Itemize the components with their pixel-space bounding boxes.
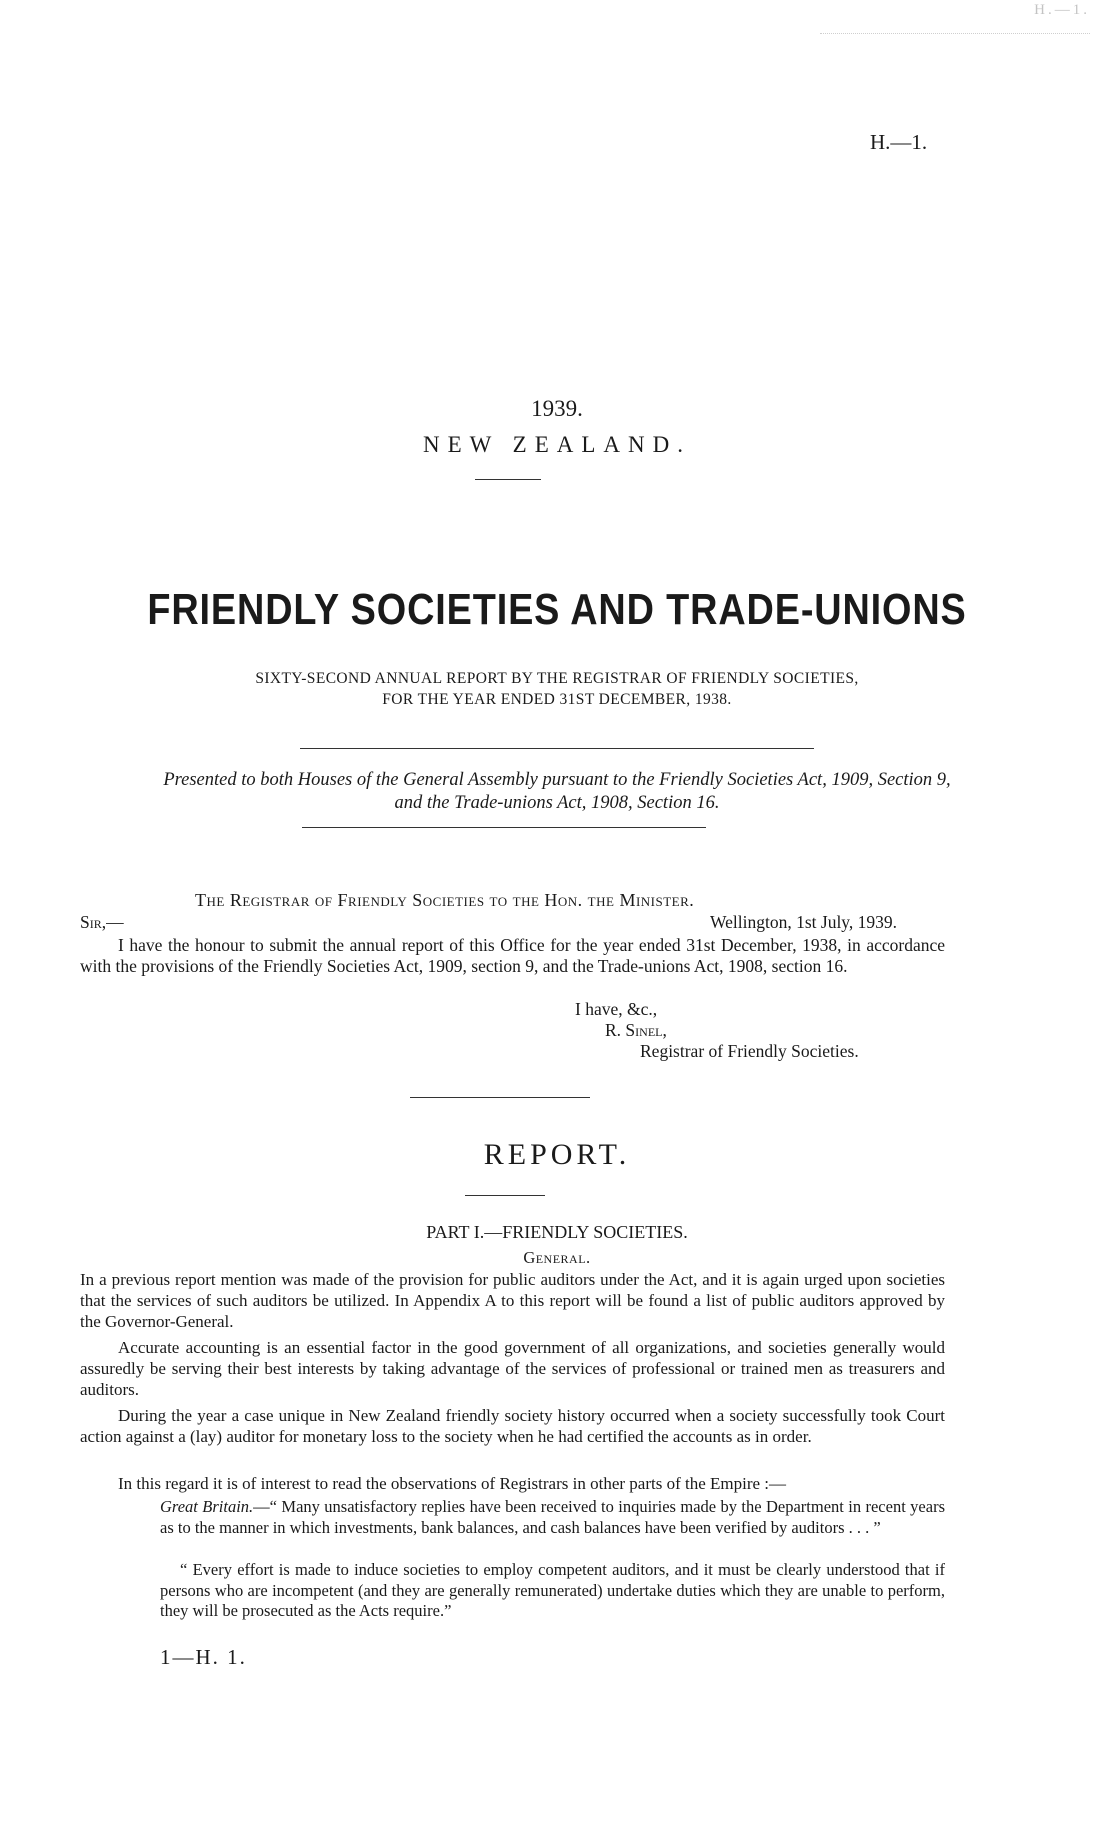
subtitle-line2: FOR THE YEAR ENDED 31ST DECEMBER, 1938. — [382, 691, 732, 708]
report-paragraph-2: Accurate accounting is an essential factor in the good government of all organizations, and societies generally would assuredly be serving their best interests by taking advantage of the services of professional or trained men as treasurers and auditors. — [80, 1338, 945, 1399]
divider — [300, 748, 814, 749]
presented-line1: Presented to both Houses of the General Assembly pursuant to the Friendly Societies Act, 1909, Section 9, — [163, 770, 951, 790]
quote-country: Great Britain. — [160, 1497, 254, 1516]
quote-great-britain — [160, 1497, 945, 1538]
year: 1939. — [531, 396, 583, 421]
signatory-title: Registrar of Friendly Societies. — [640, 1041, 859, 1061]
place-date: Wellington, 1st July, 1939. — [710, 912, 898, 932]
letter-address: The Registrar of Friendly Societies to the Hon. the Minister. — [195, 890, 695, 910]
page-reference: H.—1. — [870, 130, 928, 154]
divider-short — [465, 1195, 545, 1196]
divider — [410, 1097, 590, 1098]
divider-short — [475, 479, 541, 480]
closing: I have, &c., — [575, 999, 658, 1019]
report-paragraph-1: In a previous report mention was made of the provision for public auditors under the Act, and it is again urged upon societies that the services of such auditors be utilized. In Appendix A to this report will be found a list of public auditors approved by the Governor-General. — [80, 1270, 945, 1331]
report-paragraph-4: In this regard it is of interest to read the observations of Registrars in other parts of the Empire :— — [118, 1474, 787, 1493]
signatory: R. Sinel, — [605, 1020, 667, 1040]
salutation: Sir,— — [80, 912, 124, 932]
letter-body: I have the honour to submit the annual report of this Office for the year ended 31st December, 1938, in accordance with the provisions of the Friendly Societies Act, 1909, section 9, and the Trade-unions Act, 1908, section 16. — [80, 935, 945, 976]
divider — [302, 827, 706, 828]
country: NEW ZEALAND. — [422, 432, 692, 457]
quote-text-2: “ Every effort is made to induce societies to employ competent auditors, and it must be clearly understood that if persons who are incompetent (and they are generally remunerated) undertake duties which they are unable to perform, they will be prosecuted as the Acts require.” — [160, 1560, 945, 1620]
report-paragraph-3: During the year a case unique in New Zealand friendly society history occurred when a society successfully took Court action against a (lay) auditor for monetary loss to the society when he had certified the accounts as in order. — [80, 1406, 945, 1446]
presented-line2: and the Trade-unions Act, 1908, Section 16. — [394, 793, 720, 813]
corner-stamp — [760, 2, 1090, 47]
section-heading: General. — [523, 1248, 591, 1267]
subtitle-line1: SIXTY-SECOND ANNUAL REPORT BY THE REGISTRAR OF FRIENDLY SOCIETIES, — [255, 670, 859, 687]
main-title: FRIENDLY SOCIETIES AND TRADE-UNIONS — [147, 585, 967, 634]
quote-text-1: —“ Many unsatisfactory replies have been received to inquiries made by the Department in recent years as to the manner in which investments, bank balances, and cash balances have been verified by auditors . . . ” — [160, 1497, 945, 1537]
part-heading: PART I.—FRIENDLY SOCIETIES. — [426, 1222, 688, 1242]
report-heading: REPORT. — [483, 1138, 631, 1171]
signature-mark: 1—H. 1. — [160, 1645, 247, 1669]
corner-stamp-mark: H.—1. — [1034, 2, 1090, 18]
